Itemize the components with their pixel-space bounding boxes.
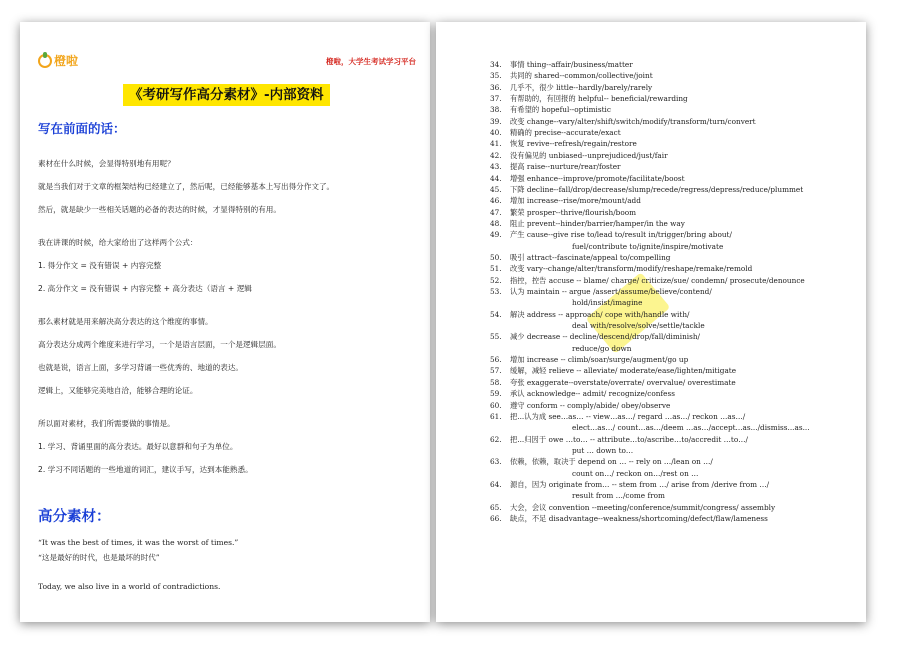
orange-logo-icon: [38, 54, 52, 68]
vocab-number: 55.: [490, 332, 502, 342]
vocab-row: [572, 423, 810, 433]
vocab-number: 60.: [490, 400, 502, 410]
vocab-row: [490, 230, 732, 240]
vocab-row: [490, 310, 689, 320]
vocab-text: 繁荣 prosper--thrive/flourish/boom: [510, 207, 637, 217]
vocab-row: [490, 174, 685, 184]
vocab-text: 有帮助的，有回报的 helpful-- beneficial/rewarding: [510, 94, 688, 104]
vocab-row: [490, 412, 745, 422]
vocab-row: [490, 480, 769, 490]
vocab-text: 提高 raise--nurture/rear/foster: [510, 162, 621, 172]
vocab-row: [490, 355, 688, 365]
vocab-text: 产生 cause--give rise to/lead to/result in/trigger/bring about/: [510, 230, 732, 240]
vocab-row: [490, 264, 752, 274]
vocab-text: 吸引 attract--fascinate/appeal to/compelling: [510, 252, 671, 262]
vocab-number: 66.: [490, 514, 502, 523]
quote-line: “这是最好的时代，也是最坏的时代”: [38, 553, 160, 562]
vocab-row: [572, 491, 665, 501]
formula-item: 1. 得分作文 = 没有错误 + 内容完整: [38, 261, 162, 270]
task-item: 2. 学习不同话题的一些地道的词汇，建议手写，达到本能熟悉。: [38, 465, 253, 474]
vocab-row: [572, 298, 642, 308]
vocab-text: reduce/go down: [572, 343, 632, 353]
vocab-text: 减少 decrease -- decline/descend/drop/fall/diminish/: [510, 332, 701, 342]
vocab-row: [490, 276, 805, 286]
vocab-row: [490, 162, 621, 172]
left-document-page: [20, 22, 430, 622]
vocab-number: 46.: [490, 196, 502, 206]
vocab-row: [490, 253, 670, 263]
vocab-text: 有希望的 hopeful--optimistic: [510, 105, 611, 115]
vocab-text: 解决 address -- approach/ cope with/handle with/: [510, 309, 690, 319]
quote-line: “It was the best of times, it was the worst of times.”: [38, 538, 239, 547]
vocab-row: [490, 401, 670, 411]
vocab-number: 34.: [490, 60, 502, 69]
vocab-text: deal with/resolve/solve/settle/tackle: [572, 321, 705, 331]
vocab-text: fuel/contribute to/ignite/inspire/motivate: [572, 241, 724, 251]
vocab-text: 几乎不，很少 little--hardly/barely/rarely: [510, 82, 653, 92]
vocab-text: 下降 decline--fall/drop/decrease/slump/recede/regress/depress/reduce/plummet: [510, 184, 804, 194]
vocab-number: 44.: [490, 173, 502, 183]
vocab-number: 51.: [490, 264, 502, 274]
vocab-number: 41.: [490, 139, 502, 149]
vocab-row: [490, 389, 675, 399]
vocab-text: 缓解，减轻 relieve -- alleviate/ moderate/ease/lighten/mitigate: [510, 366, 737, 376]
vocab-text: 把...认为成 see…as… -- view…as…/ regard …as…/ reckon …as…/: [510, 411, 746, 421]
vocab-text: 遵守 conform -- comply/abide/ obey/observe: [510, 400, 671, 410]
vocab-row: [490, 151, 668, 161]
right-document-page: [436, 22, 866, 622]
intro-paragraph: 就是当我们对于文章的框架结构已经建立了，然后呢，已经能够基本上写出得分作文了。: [38, 182, 335, 191]
vocab-row: [490, 83, 652, 93]
vocab-row: [490, 105, 611, 115]
vocab-row: [572, 446, 633, 456]
vocab-row: [490, 185, 803, 195]
vocab-text: hold/insist/imagine: [572, 298, 643, 308]
vocab-number: 58.: [490, 377, 502, 387]
vocab-text: 事情 thing--affair/business/matter: [510, 60, 633, 69]
vocab-number: 56.: [490, 355, 502, 365]
vocab-text: 精确的 precise--accurate/exact: [510, 128, 621, 138]
vocab-number: 43.: [490, 162, 502, 172]
formula-item: 2. 高分作文 = 没有错误 + 内容完整 + 高分表达（语言 + 逻辑: [38, 284, 252, 293]
intro-paragraph: 逻辑上，又能够完美地自洽，能够合理的论证。: [38, 386, 198, 395]
vocab-number: 40.: [490, 128, 502, 138]
vocab-row: [490, 208, 636, 218]
vocab-number: 57.: [490, 366, 502, 376]
vocab-text: 把...归因于 owe …to… -- attribute…to/ascribe…to/accredit …to…/: [510, 434, 749, 444]
vocab-number: 42.: [490, 150, 502, 160]
vocab-row: [490, 139, 637, 149]
vocab-number: 50.: [490, 252, 502, 262]
vocab-number: 48.: [490, 218, 502, 228]
vocab-number: 62.: [490, 434, 502, 444]
vocab-row: [572, 242, 723, 252]
vocab-row: [490, 435, 748, 445]
vocab-text: put … down to…: [572, 445, 634, 455]
vocab-number: 47.: [490, 207, 502, 217]
quote-line: Today, we also live in a world of contradictions.: [38, 582, 221, 591]
vocab-row: [572, 344, 631, 354]
vocab-row: [490, 457, 713, 467]
vocab-row: [490, 128, 621, 138]
vocab-row: [572, 469, 698, 479]
vocab-row: [490, 117, 756, 127]
vocab-text: 共同的 shared--common/collective/joint: [510, 71, 653, 81]
vocab-number: 39.: [490, 116, 502, 126]
vocab-text: elect…as…/ count…as…/deem …as…/accept...as.../dismiss...as...: [572, 423, 810, 433]
vocab-row: [572, 321, 705, 331]
vocab-number: 59.: [490, 389, 502, 399]
vocab-row: [490, 514, 768, 524]
vocab-number: 45.: [490, 184, 502, 194]
score-material-heading: 高分素材：: [38, 509, 111, 525]
vocab-text: 没有偏见的 unbiased--unprejudiced/just/fair: [510, 150, 668, 160]
vocab-number: 54.: [490, 309, 502, 319]
intro-paragraph: 那么素材就是用来解决高分表达的这个维度的事情。: [38, 317, 213, 326]
vocab-row: [490, 94, 688, 104]
vocab-row: [490, 366, 736, 376]
vocab-text: 源自，因为 originate from… -- stem from …/ arise from /derive from …/: [510, 479, 770, 489]
intro-paragraph: 我在讲课的时候，给大家给出了这样两个公式：: [38, 238, 198, 247]
intro-heading: 写在前面的话：: [38, 121, 126, 136]
vocab-text: 恢复 revive--refresh/regain/restore: [510, 139, 637, 149]
vocab-text: 认为 maintain -- argue /assert/assume/believe/contend/: [510, 287, 712, 296]
vocab-text: 依赖，依赖，取决于 depend on … -- rely on …/lean on …/: [510, 457, 713, 467]
vocab-text: result from …/come from: [572, 491, 665, 501]
intro-paragraph: 然后，就是缺少一些相关话题的必备的表达的时候，才显得特别的有用。: [38, 205, 281, 214]
vocab-row: [490, 332, 700, 342]
vocab-text: 增加 increase--rise/more/mount/add: [510, 196, 641, 206]
vocab-row: [490, 196, 641, 206]
brand-logo: [38, 52, 78, 69]
intro-paragraph: 也就是说，语言上面，多学习背诵一些优秀的、地道的表达。: [38, 363, 244, 372]
task-item: 1. 学习、背诵里面的高分表达。最好以意群和句子为单位。: [38, 442, 238, 451]
vocab-row: [490, 71, 653, 81]
vocab-number: 65.: [490, 502, 502, 512]
vocab-text: 承认 acknowledge-- admit/ recognize/confess: [510, 389, 675, 399]
logo-text: 橙啦: [54, 54, 79, 68]
vocab-text: 改变 vary--change/alter/transform/modify/reshape/remake/remold: [510, 264, 753, 274]
vocab-row: [490, 287, 712, 297]
document-title: 《考研写作高分素材》-内部资料: [123, 84, 330, 106]
vocab-number: 53.: [490, 287, 502, 296]
vocab-number: 38.: [490, 105, 502, 115]
platform-tagline: 橙啦，大学生考试学习平台: [326, 57, 416, 66]
vocab-number: 49.: [490, 230, 502, 240]
vocab-text: 缺点，不足 disadvantage--weakness/shortcoming/defect/flaw/lameness: [510, 514, 768, 523]
vocab-text: count on…/ reckon on…/rest on …: [572, 468, 699, 478]
vocab-number: 63.: [490, 457, 502, 467]
vocab-text: 阻止 prevent--hinder/barrier/hamper/in the way: [510, 218, 685, 228]
intro-paragraph: 所以面对素材，我们所需要做的事情是。: [38, 419, 175, 428]
vocab-text: 夸张 exaggerate--overstate/overrate/ overvalue/ overestimate: [510, 377, 736, 387]
vocab-row: [490, 503, 775, 513]
vocab-text: 增加 increase -- climb/soar/surge/augment/go up: [510, 355, 689, 365]
vocab-text: 改变 change--vary/alter/shift/switch/modify/transform/turn/convert: [510, 116, 756, 126]
vocab-text: 大会，会议 convention --meeting/conference/summit/congress/ assembly: [510, 502, 776, 512]
vocab-text: 增强 enhance--improve/promote/facilitate/boost: [510, 173, 685, 183]
vocab-number: 52.: [490, 275, 502, 285]
vocab-number: 35.: [490, 71, 502, 81]
intro-paragraph: 素材在什么时候，会显得特别地有用呢？: [38, 159, 175, 168]
vocab-number: 36.: [490, 82, 502, 92]
vocab-row: [490, 378, 736, 388]
vocab-row: [490, 219, 685, 229]
vocab-text: 指控，控告 accuse -- blame/ charge/ criticize/sue/ condemn/ prosecute/denounce: [510, 275, 805, 285]
intro-paragraph: 高分表达分成两个维度来进行学习，一个是语言层面，一个是逻辑层面。: [38, 340, 281, 349]
vocab-row: [490, 60, 633, 70]
vocab-number: 61.: [490, 411, 502, 421]
vocab-number: 64.: [490, 479, 502, 489]
vocab-number: 37.: [490, 94, 502, 104]
